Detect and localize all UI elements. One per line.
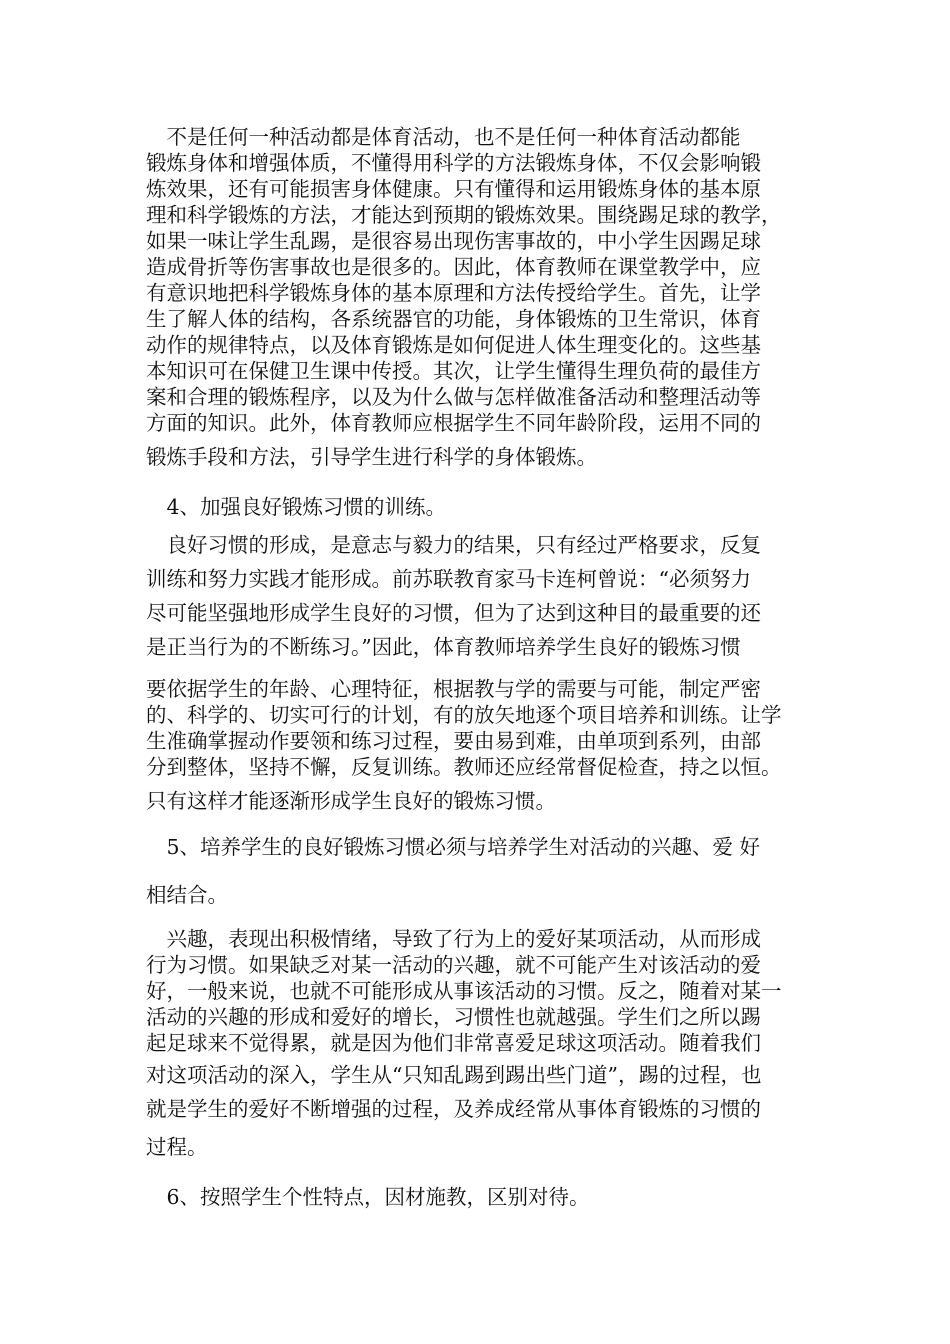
paragraph-line: 就是学生的爱好不断增强的过程，及养成经常从事体育锻炼的习惯的 <box>146 1097 761 1121</box>
paragraph-line: 兴趣，表现出积极情绪，导致了行为上的爱好某项活动，从而形成 <box>146 927 761 951</box>
paragraph-line: 对这项活动的深入，学生从“只知乱踢到踢出些门道”，踢的过程，也 <box>146 1063 762 1087</box>
paragraph-line: 行为习惯。如果缺乏对某一活动的兴趣，就不可能产生对该活动的爱 <box>146 953 761 977</box>
paragraph-line: 是正当行为的不断练习。”因此，体育教师培养学生良好的锻炼习惯 <box>146 635 741 659</box>
section-heading-4: 4、加强良好锻炼习惯的训练。 <box>146 495 447 519</box>
paragraph-line: 尽可能坚强地形成学生良好的习惯，但为了达到这种目的最重要的还 <box>146 601 761 625</box>
paragraph-line: 理和科学锻炼的方法，才能达到预期的锻炼效果。围绕踢足球的教学， <box>146 203 782 227</box>
paragraph-line: 分到整体，坚持不懈，反复训练。教师还应经常督促检查，持之以恒。 <box>146 755 782 779</box>
paragraph-line: 生准确掌握动作要领和练习过程，要由易到难，由单项到系列，由部 <box>146 729 761 753</box>
section-heading-5-continued: 相结合。 <box>146 883 228 907</box>
paragraph-line: 有意识地把科学锻炼身体的基本原理和方法传授给学生。首先，让学 <box>146 281 761 305</box>
paragraph-line: 案和合理的锻炼程序，以及为什么做与怎样做准备活动和整理活动等 <box>146 385 761 409</box>
section-heading-6: 6、按照学生个性特点，因材施教，区别对待。 <box>146 1185 590 1209</box>
paragraph-line: 活动的兴趣的形成和爱好的增长，习惯性也就越强。学生们之所以踢 <box>146 1005 761 1029</box>
paragraph-line: 生了解人体的结构，各系统器官的功能，身体锻炼的卫生常识，体育 <box>146 307 761 331</box>
paragraph-line: 本知识可在保健卫生课中传授。其次，让学生懂得生理负荷的最佳方 <box>146 359 761 383</box>
paragraph-line: 锻炼身体和增强体质，不懂得用科学的方法锻炼身体，不仅会影响锻 <box>146 151 761 175</box>
paragraph-line: 炼效果，还有可能损害身体健康。只有懂得和运用锻炼身体的基本原 <box>146 177 761 201</box>
paragraph-line: 只有这样才能逐渐形成学生良好的锻炼习惯。 <box>146 789 556 813</box>
paragraph-line: 方面的知识。此外，体育教师应根据学生不同年龄阶段，运用不同的 <box>146 411 761 435</box>
paragraph-line: 过程。 <box>146 1135 208 1159</box>
paragraph-line: 的、科学的、切实可行的计划，有的放矢地逐个项目培养和训练。让学 <box>146 703 782 727</box>
paragraph-line: 起足球来不觉得累，就是因为他们非常喜爱足球这项活动。随着我们 <box>146 1031 761 1055</box>
paragraph-line: 良好习惯的形成，是意志与毅力的结果，只有经过严格要求，反复 <box>146 533 761 557</box>
paragraph-line: 好，一般来说，也就不可能形成从事该活动的习惯。反之，随着对某一 <box>146 979 782 1003</box>
paragraph-line: 不是任何一种活动都是体育活动，也不是任何一种体育活动都能 <box>146 125 741 149</box>
paragraph-line: 锻炼手段和方法，引导学生进行科学的身体锻炼。 <box>146 445 597 469</box>
paragraph-line: 造成骨折等伤害事故也是很多的。因此，体育教师在课堂教学中，应 <box>146 255 761 279</box>
paragraph-line: 训练和努力实践才能形成。前苏联教育家马卡连柯曾说：“必须努力 <box>146 567 751 591</box>
section-heading-5: 5、培养学生的良好锻炼习惯必须与培养学生对活动的兴趣、爱 好 <box>146 835 761 859</box>
paragraph-line: 要依据学生的年龄、心理特征，根据教与学的需要与可能，制定严密 <box>146 677 761 701</box>
paragraph-line: 如果一味让学生乱踢，是很容易出现伤害事故的，中小学生因踢足球 <box>146 229 761 253</box>
paragraph-line: 动作的规律特点，以及体育锻炼是如何促进人体生理变化的。这些基 <box>146 333 761 357</box>
